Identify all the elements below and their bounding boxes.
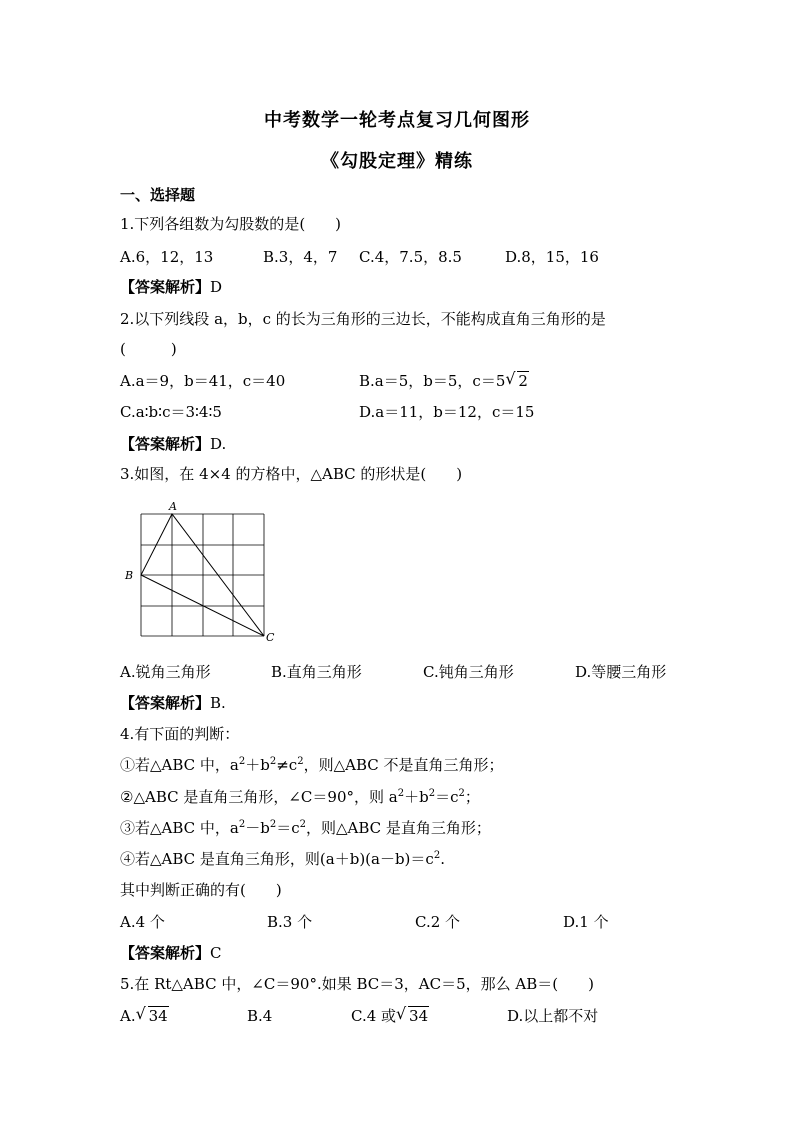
q1-answer <box>120 277 222 297</box>
q2-option-b-text: B.a＝5，b＝5，c＝5 <box>359 372 506 390</box>
sqrt-symbol: √ 34 <box>396 1004 429 1025</box>
answer-label: 【答案解析】 <box>120 944 211 962</box>
q2-answer <box>120 434 226 454</box>
q5-option-d: D.以上都不对 <box>507 1007 599 1025</box>
q5-stem: 5.在 Rt△ABC 中，∠C＝90°.如果 BC＝3，AC＝5，那么 AB＝( ) <box>120 975 594 993</box>
q1-option-a: A.6，12，13 <box>120 248 214 266</box>
q5-option-a: A. √ 34 <box>120 1004 168 1025</box>
q4-option-d: D.1 个 <box>563 913 609 931</box>
section-heading: 一、选择题 <box>120 186 196 204</box>
q3-answer <box>120 693 226 713</box>
q4-item-1: ①若△ABC 中，$a^2+b^2\ne c^2$，则△ABC 不是直角三角形； <box>120 756 504 774</box>
title-line-1: 中考数学一轮考点复习几何图形 <box>264 110 530 131</box>
q2-option-d: D.a＝11，b＝12，c＝15 <box>359 403 535 421</box>
q3-option-a: A.锐角三角形 <box>120 663 211 681</box>
q1-option-b: B.3，4，7 <box>263 248 338 266</box>
q4-option-a: A.4 个 <box>120 913 165 931</box>
q3-option-d: D.等腰三角形 <box>575 663 667 681</box>
q2-stem: 2.以下列线段 a，b，c 的长为三角形的三边长，不能构成直角三角形的是 <box>120 310 606 328</box>
sqrt-symbol: √ 34 <box>135 1004 168 1025</box>
q3-stem: 3.如图，在 4×4 的方格中，△ABC 的形状是( ) <box>120 465 463 483</box>
title-line-2: 《勾股定理》精练 <box>321 151 473 172</box>
q3-option-c: C.钝角三角形 <box>423 663 514 681</box>
q4-question: 其中判断正确的有( ) <box>120 881 282 899</box>
q4-answer-value: C <box>210 944 222 962</box>
answer-label: 【答案解析】 <box>120 694 211 712</box>
q3-answer-value: B. <box>210 694 226 712</box>
q1-option-c: C.4，7.5，8.5 <box>359 248 462 266</box>
vertex-label-a: A <box>169 500 177 513</box>
q4-option-b: B.3 个 <box>267 913 313 931</box>
q4-answer <box>120 943 222 963</box>
q2-radicand: 2 <box>518 372 528 390</box>
q4-item-3: ③若△ABC 中，$a^2-b^2=c^2$，则△ABC 是直角三角形； <box>120 819 491 837</box>
q4-item-2: ②△ABC 是直角三角形，∠C＝90°，则 $a^2+b^2=c^2$； <box>120 788 480 806</box>
q5-option-b: B.4 <box>247 1007 273 1025</box>
q2-answer-value: D. <box>210 435 227 453</box>
q4-item-4: ④若△ABC 是直角三角形，则$(a+b)(a-b)=c^2$. <box>120 850 445 868</box>
answer-label: 【答案解析】 <box>120 278 211 296</box>
q3-option-b: B.直角三角形 <box>271 663 362 681</box>
answer-label: 【答案解析】 <box>120 435 211 453</box>
vertex-label-c: C <box>266 631 275 644</box>
q4-option-c: C.2 个 <box>415 913 461 931</box>
q1-stem: 1.下列各组数为勾股数的是( ) <box>120 215 342 233</box>
q2-option-a: A.a＝9，b＝41，c＝40 <box>120 372 286 390</box>
q2-option-c: C.a∶b∶c＝3∶4∶5 <box>120 403 222 421</box>
grid-triangle-figure <box>118 498 278 648</box>
q5-option-c: C.4 或 √ 34 <box>351 1004 429 1025</box>
q4-stem: 4.有下面的判断： <box>120 725 240 743</box>
vertex-label-b: B <box>125 569 134 582</box>
q2-option-b <box>359 371 529 391</box>
sqrt-symbol: √ 2 <box>505 369 528 390</box>
grid-lines <box>141 514 264 636</box>
q1-option-d: D.8，15，16 <box>505 248 599 266</box>
q2-stem-paren: ( ) <box>120 340 177 358</box>
q1-answer-value: D <box>210 278 223 296</box>
